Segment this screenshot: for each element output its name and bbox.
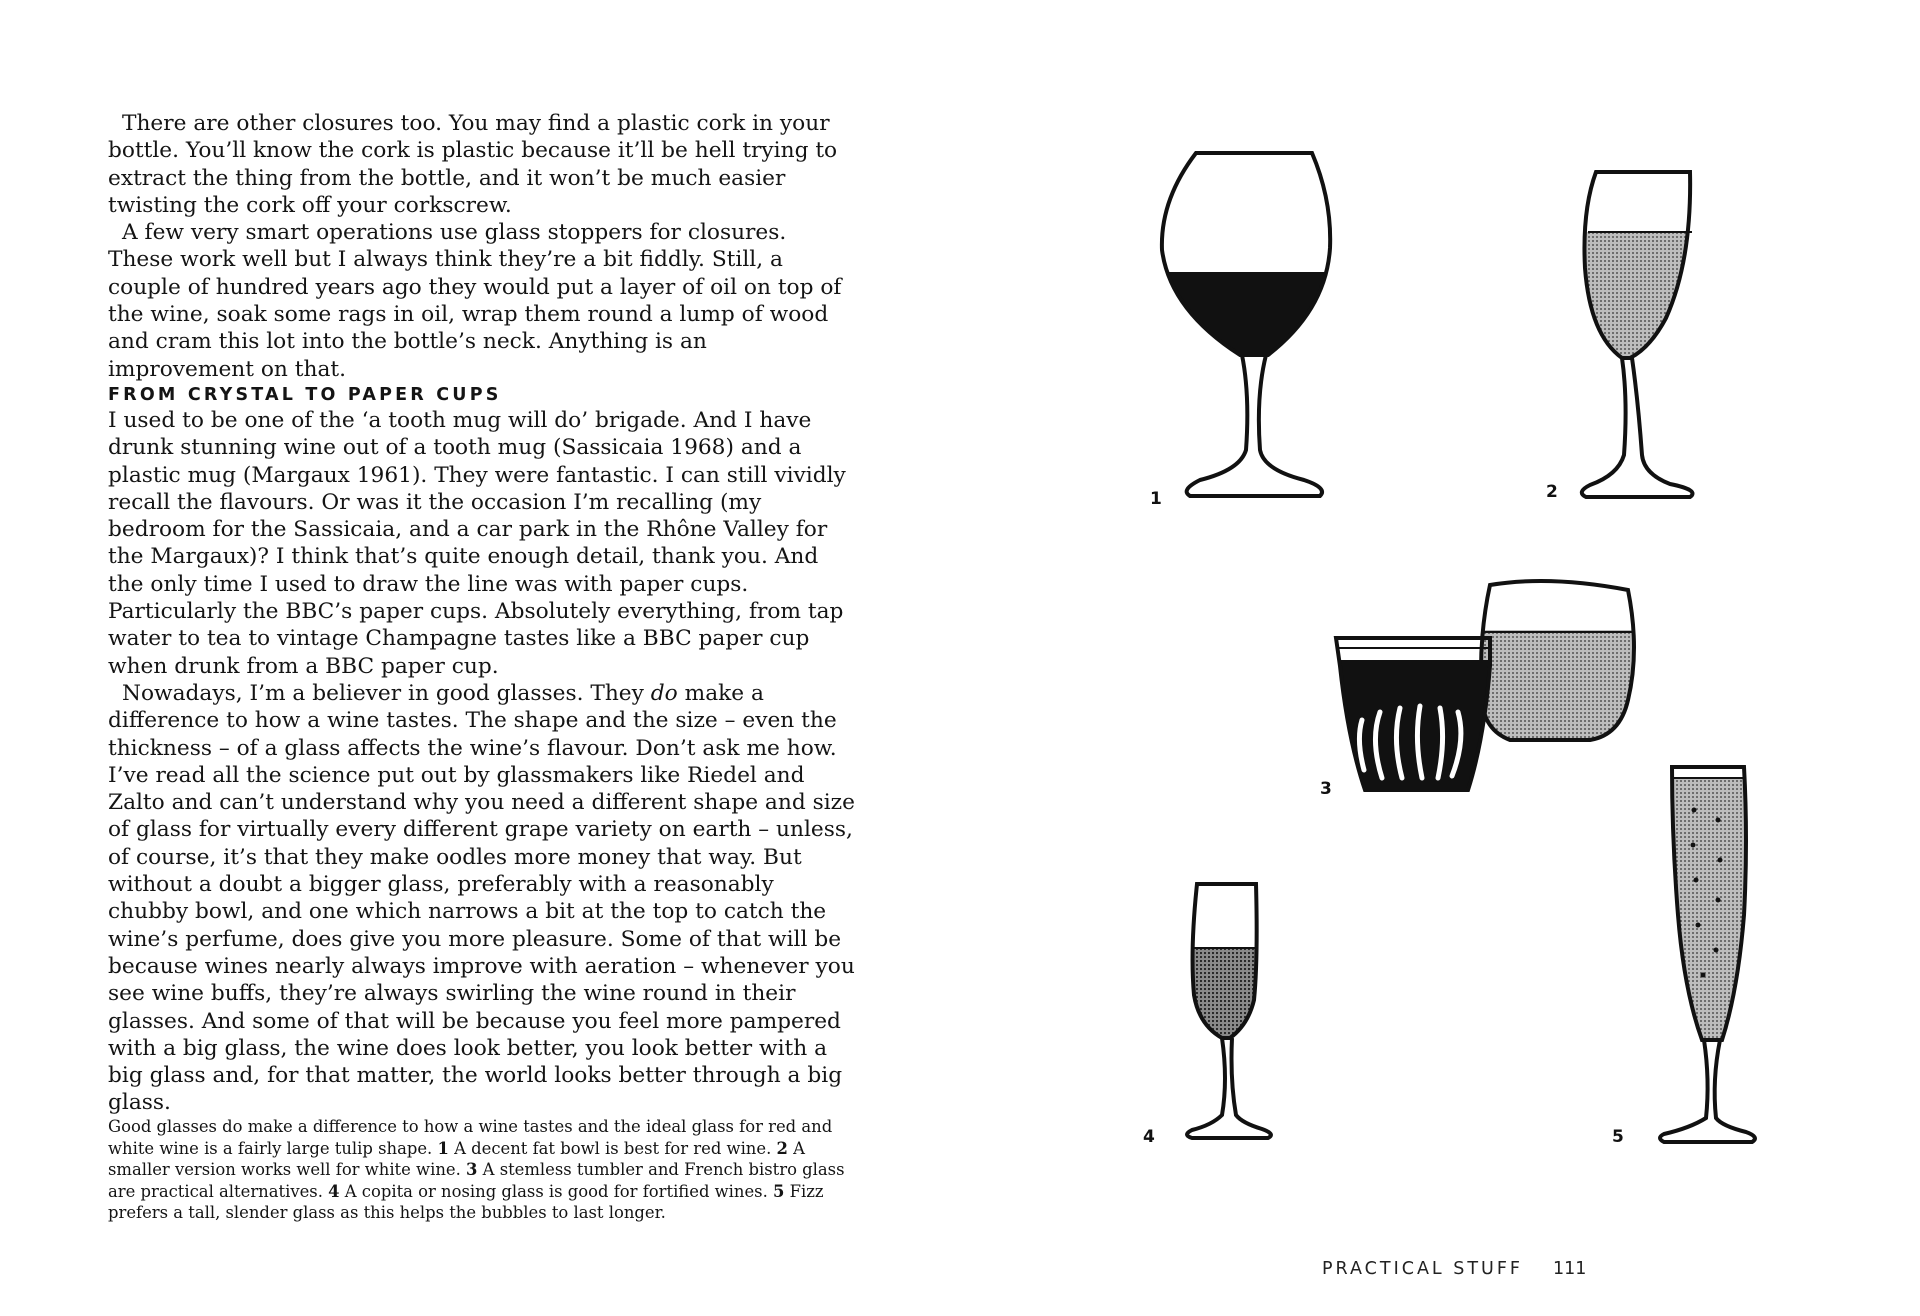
glass-1-red bbox=[1150, 153, 1350, 496]
glass-2-white bbox=[1570, 172, 1710, 497]
glass-label-5: 5 bbox=[1612, 1127, 1624, 1147]
glass-3-tumbler-bistro bbox=[1330, 581, 1648, 800]
glass-3-bistro-wine bbox=[1478, 630, 1648, 750]
caption-num-5: 5 bbox=[773, 1181, 785, 1201]
glass-label-2: 2 bbox=[1546, 482, 1558, 502]
glass-label-3: 3 bbox=[1320, 779, 1332, 799]
caption-num-2: 2 bbox=[776, 1138, 788, 1158]
caption-text-1: A decent fat bowl is best for red wine. bbox=[454, 1138, 772, 1158]
caption-num-1: 1 bbox=[437, 1138, 449, 1158]
running-footer-section: PRACTICAL STUFF bbox=[1322, 1259, 1523, 1279]
caption-text-4: A copita or nosing glass is good for fortified wines. bbox=[344, 1181, 768, 1201]
glass-5-flute bbox=[1660, 767, 1755, 1142]
caption-intro: Good glasses do make a difference to how a wine tastes and the ideal glass for red and white wine is a fairly large tulip shape. bbox=[108, 1117, 833, 1158]
emphasis-do: do bbox=[650, 680, 678, 706]
section-heading: FROM CRYSTAL TO PAPER CUPS bbox=[108, 384, 502, 405]
paragraph-glass-stoppers: A few very smart operations use glass stoppers for closures. These work well but I always think they’re a bit fiddly. Still, a couple of hundred years ago they would put a layer of oil on top of the wine, soak some rags in oil, wrap them round a lump of wood and cram this lot into the bottle’s neck. Anything is an improvement on that. bbox=[108, 220, 842, 382]
paragraph-tooth-mug: I used to be one of the ‘a tooth mug will do’ brigade. And I have drunk stunning wine out of a tooth mug (Sassicaia 1968) and a plastic mug (Margaux 1961). They were fantastic. I can still vividly recall the flavours. Or was it the occasion I’m recalling (my bedroom for the Sassicaia, and a car park in the Rhône Valley for the Margaux)? I think that’s quite enough detail, thank you. And the only time I used to draw the line was with paper cups. Particularly the BBC’s paper cups. Absolutely everything, from tap water to tea to vintage Champagne tastes like a BBC paper cup when drunk from a BBC paper cup. bbox=[108, 407, 846, 679]
caption-text-2: A smaller version works well for white wine. bbox=[108, 1138, 805, 1180]
caption-text-5: Fizz prefers a tall, slender glass as this helps the bubbles to last longer. bbox=[108, 1181, 824, 1223]
caption-text-3: A stemless tumbler and French bistro glass are practical alternatives. bbox=[108, 1160, 845, 1201]
page-number: 111 bbox=[1553, 1259, 1587, 1279]
caption-num-3: 3 bbox=[466, 1160, 478, 1180]
glass-label-1: 1 bbox=[1150, 489, 1162, 509]
caption-num-4: 4 bbox=[328, 1181, 340, 1201]
glass-label-4: 4 bbox=[1143, 1127, 1155, 1147]
glass-4-copita bbox=[1185, 884, 1271, 1138]
paragraph-good-glasses-part1: Nowadays, I’m a believer in good glasses. They bbox=[122, 680, 651, 706]
paragraph-closures: There are other closures too. You may find a plastic cork in your bottle. You’ll know the cork is plastic because it’ll be hell trying to extract the thing from the bottle, and it won’t be much easier twisting the cork off your corkscrew. bbox=[108, 111, 838, 218]
paragraph-good-glasses-part2: make a difference to how a wine tastes. The shape and the size – even the thickness – of a glass affects the wine’s flavour. Don’t ask me how. I’ve read all the science put out by glassmakers like Riedel and Zalto and can’t understand why you need a different shape and size of glass for virtually every different grape variety on earth – unless, of course, it’s that they make oodles more money that way. But without a doubt a bigger glass, preferably with a reasonably chubby bowl, and one which narrows a bit at the top to catch the wine’s perfume, does give you more pleasure. Some of that will be because wines nearly always improve with aeration – whenever you see wine buffs, they’re always swirling the wine round in their glasses. And some of that will be because you feel more pampered with a big glass, the wine does look better, you look better with a big glass and, for that matter, the world looks better through a big glass. bbox=[108, 680, 855, 1116]
